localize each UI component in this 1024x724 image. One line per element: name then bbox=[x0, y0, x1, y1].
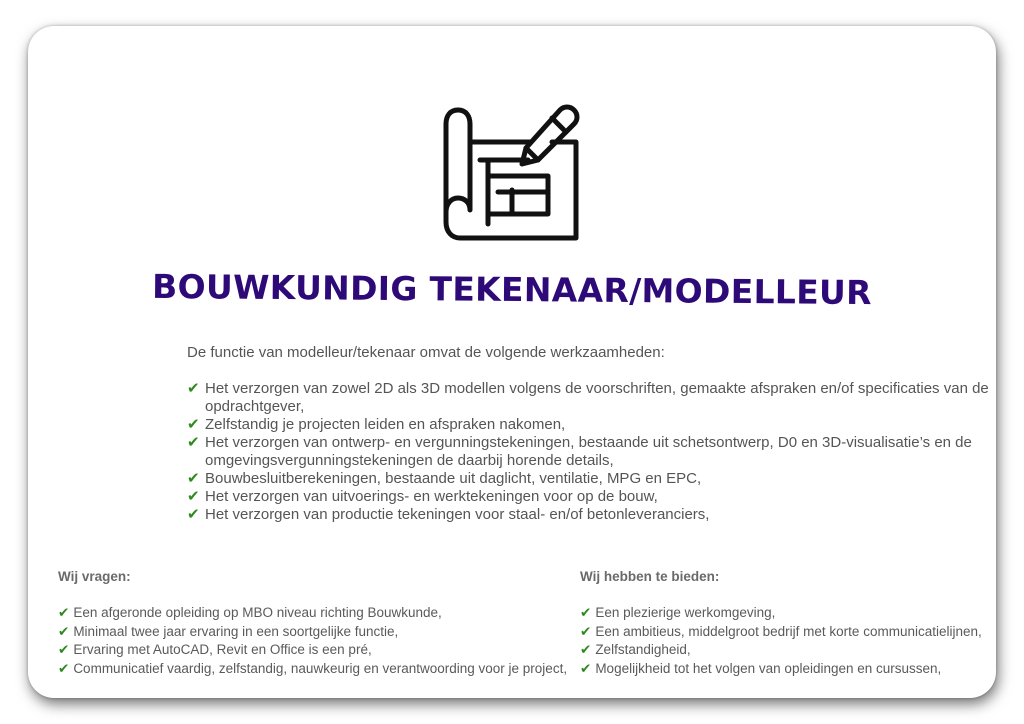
check-icon: ✔ bbox=[187, 488, 200, 505]
list-item: ✔ Een plezierige werkomgeving, bbox=[580, 605, 776, 620]
check-icon: ✔ bbox=[187, 470, 200, 487]
check-icon: ✔ bbox=[187, 506, 200, 523]
list-item: ✔ Minimaal twee jaar ervaring in een soortgelijke functie, bbox=[58, 623, 399, 639]
check-icon: ✔ bbox=[58, 605, 70, 620]
check-icon: ✔ bbox=[580, 623, 592, 639]
list-item: ✔ Een ambitieus, middelgroot bedrijf met korte communicatielijnen, bbox=[580, 623, 982, 639]
offer-list bbox=[580, 604, 982, 678]
check-icon: ✔ bbox=[187, 380, 200, 397]
check-icon: ✔ bbox=[58, 623, 70, 639]
list-item: ✔ Zelfstandig je projecten leiden en afspraken nakomen, bbox=[187, 416, 566, 433]
check-icon: ✔ bbox=[58, 642, 70, 657]
list-item: ✔ Het verzorgen van productie tekeningen voor staal- en/of betonleveranciers, bbox=[187, 506, 710, 523]
check-icon: ✔ bbox=[187, 434, 200, 451]
check-icon: ✔ bbox=[580, 660, 592, 676]
requirements-heading: Wij vragen: bbox=[58, 569, 131, 584]
page-title: BOUWKUNDIG TEKENAAR/MODELLEUR bbox=[151, 266, 873, 313]
check-icon: ✔ bbox=[58, 660, 70, 676]
list-item: ✔ Bouwbesluitberekeningen, bestaande uit daglicht, ventilatie, MPG en EPC, bbox=[187, 470, 702, 487]
list-item: ✔ Communicatief vaardig, zelfstandig, nauwkeurig en verantwoording voor je project, bbox=[58, 660, 568, 676]
list-item: ✔ Het verzorgen van ontwerp- en vergunningstekeningen, bestaande uit schetsontwerp, D0 en 3D-visualisatie’s en de omgevingsvergunningstekeningen de daarbij horende details, bbox=[187, 434, 972, 469]
list-item: ✔ Het verzorgen van uitvoerings- en werktekeningen voor op de bouw, bbox=[187, 488, 658, 505]
offer-section bbox=[580, 568, 982, 678]
offer-heading: Wij hebben te bieden: bbox=[580, 569, 720, 584]
check-icon: ✔ bbox=[187, 416, 200, 433]
list-item: ✔ Ervaring met AutoCAD, Revit en Office is een pré, bbox=[58, 642, 372, 657]
list-item: ✔ Het verzorgen van zowel 2D als 3D modellen volgens de voorschriften, gemaakte afspraken en/of specificaties van de opdrachtgever, bbox=[187, 380, 989, 415]
intro-text: De functie van modelleur/tekenaar omvat de volgende werkzaamheden: bbox=[187, 344, 665, 361]
list-item: ✔ Een afgeronde opleiding op MBO niveau richting Bouwkunde, bbox=[58, 605, 442, 620]
requirements-list bbox=[58, 604, 567, 678]
check-icon: ✔ bbox=[580, 642, 592, 657]
duties-list bbox=[187, 380, 1024, 524]
check-icon: ✔ bbox=[580, 605, 592, 620]
list-item: ✔ Mogelijkheid tot het volgen van opleidingen en cursussen, bbox=[580, 660, 942, 676]
blueprint-pencil-icon bbox=[442, 100, 582, 242]
requirements-section bbox=[58, 568, 567, 678]
list-item: ✔ Zelfstandigheid, bbox=[580, 642, 691, 657]
